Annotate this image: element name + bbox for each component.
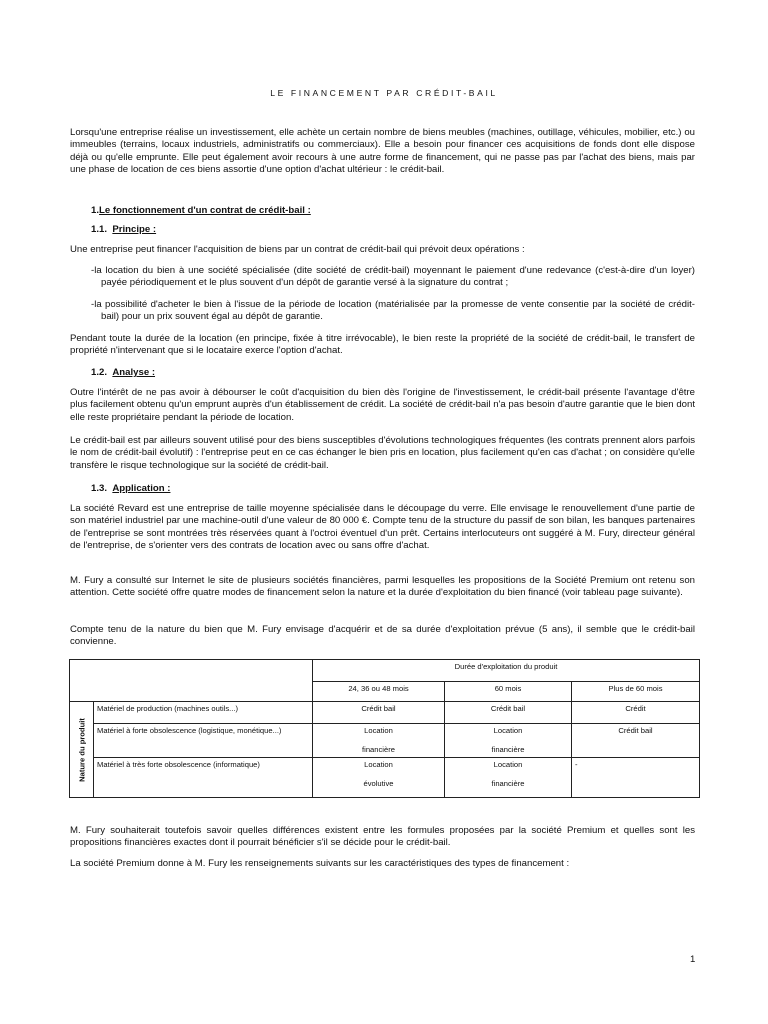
table-cell: Location évolutive: [313, 758, 445, 798]
col-header-24-48: 24, 36 ou 48 mois: [313, 682, 445, 702]
row-label: Matériel à forte obsolescence (logistique, monétique...): [94, 724, 313, 758]
section-1-2-heading: 1.2. Analyse :: [91, 367, 156, 378]
closing-paragraph-2: La société Premium donne à M. Fury les renseignements suivants sur les caractéristiques des types de financement :: [70, 858, 570, 869]
row-label: Matériel de production (machines outils...): [94, 702, 313, 724]
document-title: LE FINANCEMENT PAR CRÉDIT-BAIL: [270, 88, 498, 98]
analyse-paragraph-2: Le crédit-bail est par ailleurs souvent utilisé pour des biens susceptibles d'évolutions technologiques fréquentes (les contrats prennent alors parfois le nom de crédit-bail évolutif) : l'entreprise peut en ce cas échanger le bien pris en location, plus facilement qu'en cas d'achat ; on considère qu'elle transfère le risque technologique sur la société de crédit-bail.: [70, 435, 695, 471]
closing-paragraph-1: M. Fury souhaiterait toutefois savoir quelles différences existent entre les formules proposées par la société Premium et quelles sont les propositions financières exactes dont il pourrait bénéficier s'il se décide pour le crédit-bail.: [70, 825, 695, 849]
col-header-60: 60 mois: [445, 682, 572, 702]
table-row: [70, 702, 700, 724]
principe-paragraph: Une entreprise peut financer l'acquisition de biens par un contrat de crédit-bail qui prévoit deux opérations :: [70, 244, 525, 255]
table-cell: Crédit bail: [445, 702, 572, 724]
row-header-nature: Nature du produit: [70, 702, 94, 798]
table-header-duree: Durée d'exploitation du produit: [313, 660, 700, 682]
table-header-row: [70, 660, 700, 682]
table-row: [70, 724, 700, 758]
table-cell: Location financière: [445, 758, 572, 798]
table-cell: Location financière: [313, 724, 445, 758]
table-cell: -: [572, 758, 700, 798]
table-row: [70, 758, 700, 798]
table-cell: Crédit bail: [313, 702, 445, 724]
table-cell: Crédit: [572, 702, 700, 724]
analyse-paragraph-1: Outre l'intérêt de ne pas avoir à débourser le coût d'acquisition du bien dès l'origine de l'investissement, le crédit-bail présente l'avantage d'être plus facilement obtenu qu'un emprunt auprès d'un établissement de crédit. La société de crédit-bail n'a pas besoin d'autre garantie que le bien dont elle reste propriétaire pendant la période de location.: [70, 387, 695, 423]
section-1-heading: 1.Le fonctionnement d'un contrat de crédit-bail :: [91, 205, 311, 216]
col-header-plus-60: Plus de 60 mois: [572, 682, 700, 702]
page-number: 1: [690, 954, 696, 965]
propriete-paragraph: Pendant toute la durée de la location (en principe, fixée à titre irrévocable), le bien reste la propriété de la société de crédit-bail, le transfert de propriété n'intervenant que si le locataire exerce l'option d'achat.: [70, 333, 695, 357]
table-cell: Location financière: [445, 724, 572, 758]
intro-paragraph: Lorsqu'une entreprise réalise un investissement, elle achète un certain nombre de biens meubles (machines, outillage, véhicules, mobilier, etc.) ou immeubles (terrains, locaux industriels, administratifs ou commerciaux). Elle a besoin pour financer ces acquisitions de fonds dont elle dispose déjà ou qu'elle emprunte. Elle peut également avoir recours à une autre forme de financement, qui ne passe pas par l'achat des biens, mais par une phase de location de ces biens assortie d'une option d'achat ultérieur : le crédit-bail.: [70, 127, 695, 175]
application-paragraph-2: M. Fury a consulté sur Internet le site de plusieurs sociétés financières, parmi lesquelles les propositions de la Société Premium ont retenu son attention. Cette société offre quatre modes de financement selon la nature et la durée d'exploitation du bien financé (voir tableau page suivante).: [70, 575, 695, 599]
application-paragraph-3: Compte tenu de la nature du bien que M. Fury envisage d'acquérir et de sa durée d'exploitation prévue (5 ans), il semble que le crédit-bail convienne.: [70, 624, 695, 648]
bullet-option-achat: -la possibilité d'acheter le bien à l'issue de la période de location (matérialisée par la promesse de vente consentie par la société de crédit-bail) pour un prix souvent égal au dépôt de garantie.: [91, 299, 695, 323]
section-1-3-heading: 1.3. Application :: [91, 483, 171, 494]
table-cell: Crédit bail: [572, 724, 700, 758]
section-1-1-heading: 1.1. Principe :: [91, 224, 157, 235]
row-label: Matériel à très forte obsolescence (informatique): [94, 758, 313, 798]
bullet-location: -la location du bien à une société spécialisée (dite société de crédit-bail) moyennant le paiement d'une redevance (c'est-à-dire d'un loyer) payée périodiquement et le plus souvent d'un dépôt de garantie versé à la signature du contrat ;: [91, 265, 695, 289]
application-paragraph-1: La société Revard est une entreprise de taille moyenne spécialisée dans le découpage du verre. Elle envisage le renouvellement d'une partie de son matériel industriel par une machine-outil d'une valeur de 80 000 €. Compte tenu de la structure du passif de son bilan, les banques partenaires de l'entreprise se sont montrées très réservées quant à l'octroi éventuel d'un prêt. Certains interlocuteurs ont suggéré à M. Fury, directeur général de l'entreprise, de s'orienter vers des contrats de location avec ou sans offre d'achat.: [70, 503, 695, 551]
financement-table: [69, 659, 700, 798]
